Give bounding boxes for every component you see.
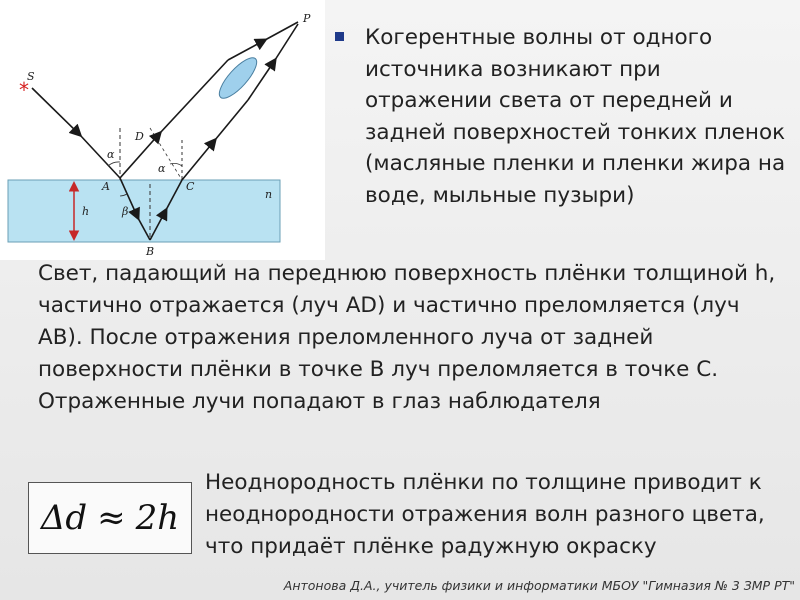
label-alpha1: α [107, 148, 115, 161]
label-a: A [102, 180, 110, 193]
explanation-paragraph: Свет, падающий на переднюю поверхность плёнки толщиной h, частично отражается (луч AD) и частично преломляется (луч AB). После отражения преломленного луча от задней поверхности плёнки в точке B луч преломляется в точке C. Отраженные лучи попадают в глаз наблюдателя [38, 261, 776, 414]
bullet-point [335, 22, 790, 211]
reflected-ray-ad-2 [160, 60, 228, 133]
emerging-ray-cp-2 [215, 100, 248, 140]
author-footer: Антонова Д.А., учитель физики и информатики МБОУ "Гимназия № 3 ЗМР РТ" [283, 578, 795, 593]
film-layer [8, 180, 280, 242]
label-b: B [146, 245, 155, 258]
conclusion-paragraph: Неоднородность плёнки по толщине приводит к неоднородности отражения волн разного цвета, что придаёт плёнке радужную окраску [205, 470, 765, 559]
formula-lhs: Δd [40, 498, 88, 538]
label-h: h [82, 205, 90, 218]
converging-ray-2b [275, 24, 298, 60]
label-c: C [186, 180, 195, 193]
thin-film-diagram [0, 0, 325, 260]
converging-ray-1 [228, 40, 265, 60]
bullet-text: Когерентные волны от одного источника возникают при отражении света от передней и задней поверхностей тонких пленок (масляные пленки и пленки жира на воде, мыльные пузыри) [365, 25, 786, 208]
lens [214, 53, 262, 104]
thin-film-svg [0, 0, 325, 260]
formula-box [28, 482, 192, 554]
label-s: S [27, 70, 35, 83]
incident-ray [32, 88, 80, 135]
label-d: D [135, 130, 144, 143]
source-star: * [19, 78, 29, 102]
label-beta: β [122, 205, 129, 218]
angle-arc-alpha1 [108, 162, 120, 166]
formula-operator: ≈ [97, 498, 126, 538]
emerging-ray-cp [182, 140, 215, 180]
formula-rhs: 2h [135, 498, 180, 538]
label-n: n [265, 188, 273, 201]
label-alpha2: α [158, 162, 166, 175]
bullet-square-icon [335, 32, 344, 41]
label-p: P [303, 12, 311, 25]
perpendicular-line [150, 128, 182, 180]
angle-arc-alpha2 [170, 163, 182, 166]
